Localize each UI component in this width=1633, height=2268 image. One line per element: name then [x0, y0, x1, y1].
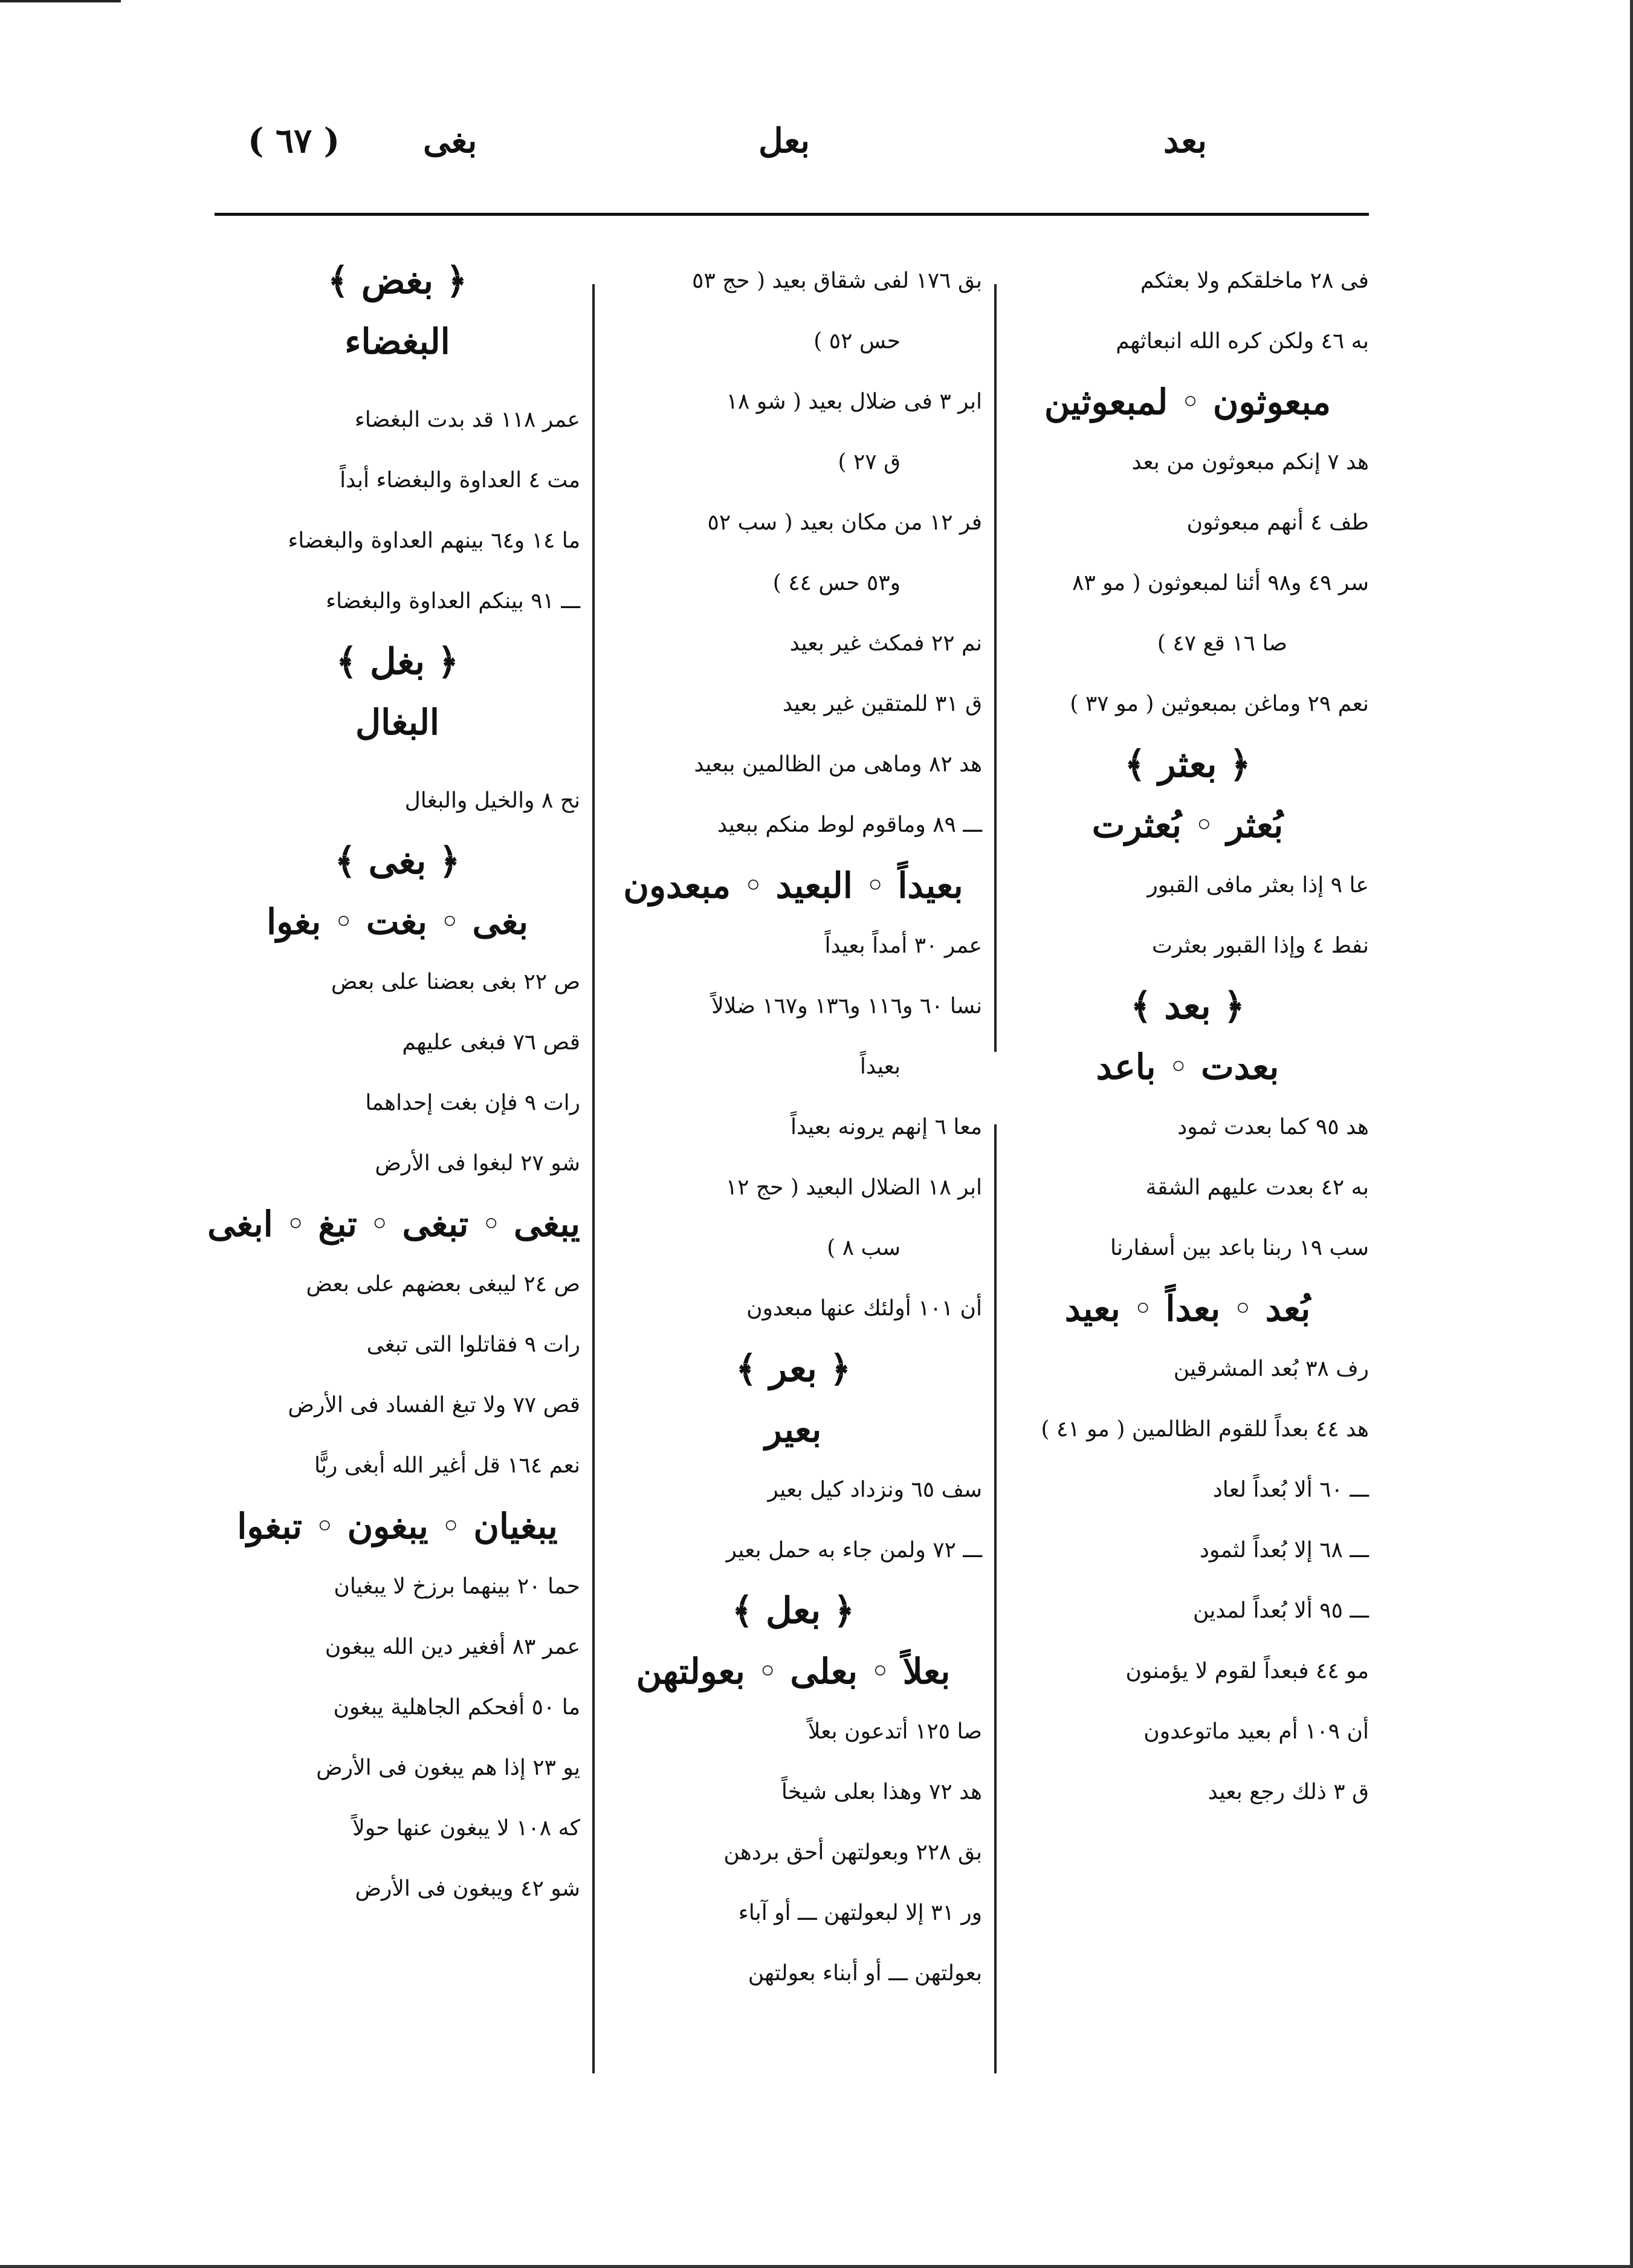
entry-line: ص ٢٤ ليبغى بعضهم على بعض	[306, 1272, 580, 1297]
entry-line: ـــ ٩١ بينكم العداوة والبغضاء	[326, 589, 580, 614]
word-heading: بُعثر ◦ بُعثرت	[1091, 805, 1284, 846]
entry-line: ـــ ٨٩ وماقوم لوط منكم ببعيد	[717, 812, 982, 837]
header-rule	[215, 213, 1369, 216]
entry-line: معا ٦ إنهم يرونه بعيداً	[790, 1115, 982, 1139]
entry-line: حما ٢٠ بينهما برزخ لا يبغيان	[334, 1574, 580, 1599]
entry-line: نعم ١٦٤ قل أغير الله أبغى ربًّا	[314, 1453, 580, 1478]
word-heading: بُعد ◦ بعداً ◦ بعيد	[1064, 1288, 1311, 1329]
entry-line: مو ٤٤ فبعداً لقوم لا يؤمنون	[1125, 1659, 1369, 1683]
header-word-right: بعد	[1163, 121, 1207, 161]
word-heading: يبغيان ◦ يبغون ◦ تبغوا	[237, 1506, 558, 1547]
entry-line: عمر ٨٣ أفغير دين الله يبغون	[325, 1635, 580, 1659]
word-heading: بعدت ◦ باعد	[1096, 1046, 1279, 1087]
entry-line: صا ١٢٥ أتدعون بعلاً	[807, 1719, 982, 1744]
word-heading: البغضاء	[344, 321, 450, 362]
entry-line: ـــ ٦٨ إلا بُعداً لثمود	[1199, 1538, 1369, 1563]
entry-line: هد ٤٤ بعداً للقوم الظالمين ( مو ٤١ )	[1041, 1417, 1369, 1442]
word-heading: بعير	[765, 1409, 822, 1450]
entry-line: ابر ٣ فى ضلال بعيد ( شو ١٨	[726, 389, 982, 414]
page-number: ( ٦٧ )	[248, 121, 340, 161]
entry-line: طف ٤ أنهم مبعوثون	[1186, 510, 1369, 535]
word-heading: مبعوثون ◦ لمبعوثين	[1044, 381, 1331, 423]
entry-line: أن ١٠١ أولئك عنها مبعدون	[746, 1296, 982, 1321]
entry-line: ـــ ٧٢ ولمن جاء به حمل بعير	[726, 1538, 982, 1563]
entry-line: سب ٨ )	[827, 1236, 901, 1260]
entry-line: ـــ ٦٠ ألا بُعداً لعاد	[1212, 1477, 1369, 1502]
entry-line: ابر ١٨ الضلال البعيد ( حج ١٢	[725, 1175, 982, 1200]
word-heading: بغى ◦ بغت ◦ بغوا	[267, 901, 528, 942]
entry-line: قص ٧٧ ولا تبغ الفساد فى الأرض	[288, 1393, 580, 1418]
word-heading: بعلاً ◦ بعلى ◦ بعولتهن	[636, 1651, 951, 1692]
entry-line: هد ٨٢ وماهى من الظالمين ببعيد	[694, 752, 982, 777]
root-heading: ﴿ بعد ﴾	[1130, 985, 1245, 1028]
column-right	[1006, 251, 1369, 1822]
entry-line: بعيداً	[859, 1054, 901, 1079]
entry-line: هد ٩٥ كما بعدت ثمود	[1177, 1115, 1369, 1139]
entry-line: سر ٤٩ و٩٨ أئنا لمبعوثون ( مو ٨٣	[1072, 571, 1369, 595]
entry-line: أن ١٠٩ أم بعيد ماتوعدون	[1143, 1719, 1369, 1744]
entry-line: يو ٢٣ إذا هم يبغون فى الأرض	[316, 1755, 580, 1780]
entry-line: رف ٣٨ بُعد المشرقين	[1173, 1356, 1369, 1381]
entry-line: به ٤٦ ولكن كره الله انبعاثهم	[1116, 329, 1369, 354]
column-middle	[604, 251, 982, 2004]
entry-line: رات ٩ فقاتلوا التى تبغى	[366, 1332, 580, 1357]
entry-line: بق ٢٢٨ وبعولتهن أحق بردهن	[723, 1840, 982, 1865]
entry-line: ما ١٤ و٦٤ بينهم العداوة والبغضاء	[288, 528, 580, 553]
entry-line: به ٤٢ بعدت عليهم الشقة	[1145, 1175, 1369, 1200]
entry-line: فى ٢٨ ماخلقكم ولا بعثكم	[1140, 268, 1369, 293]
entry-line: بعولتهن ـــ أو أبناء بعولتهن	[748, 1961, 982, 1986]
entry-line: مت ٤ العداوة والبغضاء أبداً	[340, 468, 580, 493]
root-heading: ﴿ بعر ﴾	[736, 1348, 851, 1390]
root-heading: ﴿ بغى ﴾	[334, 840, 461, 883]
column-left	[207, 251, 580, 1919]
entry-line: عا ٩ إذا بعثر مافى القبور	[1147, 873, 1369, 898]
entry-line: ق ٣ ذلك رجع بعيد	[1208, 1780, 1369, 1804]
entry-line: سف ٦٥ ونزداد كيل بعير	[768, 1477, 982, 1502]
entry-line: هد ٧ إنكم مبعوثون من بعد	[1131, 450, 1369, 475]
entry-line: شو ٢٧ لبغوا فى الأرض	[375, 1151, 580, 1176]
entry-line: فر ١٢ من مكان بعيد ( سب ٥٢	[707, 510, 982, 535]
column-divider	[994, 284, 997, 1052]
header-word-left: بغى	[423, 121, 477, 161]
entry-line: هد ٧٢ وهذا بعلى شيخاً	[781, 1780, 982, 1804]
entry-line: سب ١٩ ربنا باعد بين أسفارنا	[1110, 1236, 1369, 1260]
root-heading: ﴿ بغض ﴾	[327, 260, 468, 302]
page-header	[0, 121, 1633, 181]
entry-line: ـــ ٩٥ ألا بُعداً لمدين	[1192, 1598, 1369, 1623]
entry-line: عمر ١١٨ قد بدت البغضاء	[354, 407, 580, 432]
entry-line: نعم ٢٩ وماغن بمبعوثين ( مو ٣٧ )	[1070, 692, 1369, 716]
entry-line: نح ٨ والخيل والبغال	[404, 788, 580, 813]
column-divider	[994, 1124, 997, 2073]
entry-line: ور ٣١ إلا لبعولتهن ـــ أو آباء	[738, 1900, 982, 1925]
entry-line: ق ٢٧ )	[838, 450, 901, 475]
header-word-middle: بعل	[758, 121, 810, 161]
entry-line: بق ١٧٦ لفى شقاق بعيد ( حج ٥٣	[692, 268, 982, 293]
entry-line: ما ٥٠ أفحكم الجاهلية يبغون	[333, 1695, 580, 1720]
entry-line: قص ٧٦ فبغى عليهم	[402, 1030, 580, 1055]
entry-line: عمر ٣٠ أمداً بعيداً	[824, 933, 982, 958]
entry-line: حس ٥٢ )	[813, 329, 901, 354]
column-divider	[592, 284, 595, 2073]
entry-line: نم ٢٢ فمكث غير بعيد	[789, 631, 982, 656]
word-heading: البغال	[355, 702, 440, 743]
entry-line: شو ٤٢ ويبغون فى الأرض	[355, 1876, 580, 1901]
word-heading: بعيداً ◦ البعيد ◦ مبعدون	[623, 865, 963, 906]
word-heading: يبغى ◦ تبغى ◦ تبغ ◦ ابغى	[207, 1204, 580, 1245]
entry-line: كه ١٠٨ لا يبغون عنها حولاً	[352, 1816, 580, 1841]
entry-line: رات ٩ فإن بغت إحداهما	[365, 1090, 580, 1115]
entry-line: ص ٢٢ بغى بعضنا على بعض	[331, 970, 580, 994]
entry-line: نسا ٦٠ و١١٦ و١٣٦ و١٦٧ ضلالاً	[711, 994, 982, 1019]
entry-line: و٥٣ حس ٤٤ )	[772, 571, 901, 595]
entry-line: ق ٣١ للمتقين غير بعيد	[782, 692, 982, 716]
entry-line: صا ١٦ قع ٤٧ )	[1157, 631, 1287, 656]
root-heading: ﴿ بغل ﴾	[335, 641, 459, 683]
root-heading: ﴿ بعل ﴾	[731, 1590, 855, 1632]
entry-line: نفط ٤ وإذا القبور بعثرت	[1152, 933, 1369, 958]
root-heading: ﴿ بعثر ﴾	[1124, 744, 1251, 786]
